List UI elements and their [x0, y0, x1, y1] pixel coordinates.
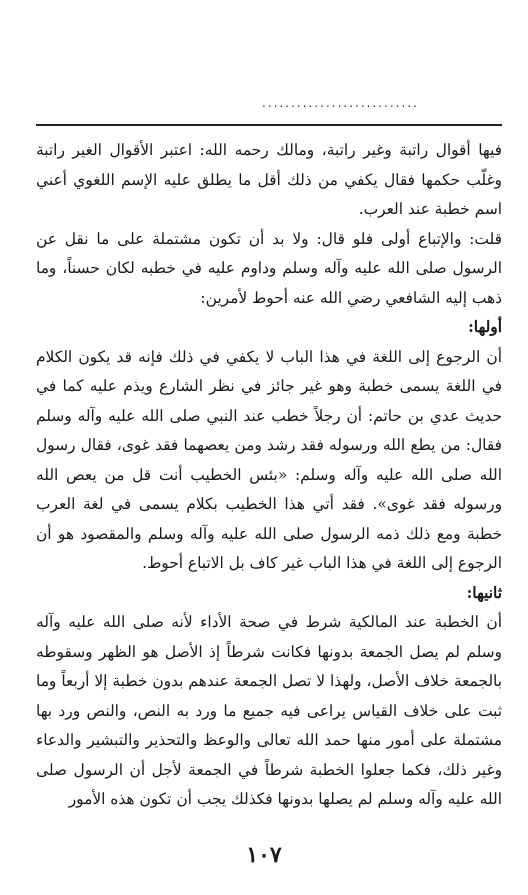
section-heading: ثانيها:	[466, 583, 502, 602]
paragraph: أن الرجوع إلى اللغة في هذا الباب لا يكفي في ذلك فإنه قد يكون الكلام في اللغة يسمى خطبة وهو غير جائز في نظر الشارع ويذم عليه كما في حديث عدي بن حاتم: أن رجلاً خطب عند النبي صلى الله عليه وآله وسلم فقال: من يطع الله ورسوله فقد رشد ومن يعصهما فقد غوى، فقال رسول الله صلى الله عليه وآله وسلم: «بئس الخطيب أنت قل من يعص الله ورسوله فقد غوى». فقد أتي هذا الخطيب بكلام يسمى في لغة العرب خطبة ومع ذلك ذمه الرسول صلى الله عليه وآله وسلم والمقصود هو أن الرجوع إلى اللغة في هذا الباب غير كاف بل الاتباع أحوط.	[36, 347, 502, 572]
page-body	[36, 136, 502, 815]
paragraph: قلت: والإتباع أولى فلو قال: ولا بد أن تكون مشتملة على ما نقل عن الرسول صلى الله عليه وآله وسلم وداوم عليه في خطبه لكان حسناً، وما ذهب إليه الشافعي رضي الله عنه أحوط لأمرين:	[36, 229, 502, 307]
paragraph: أن الخطبة عند المالكية شرط في صحة الأداء لأنه صلى الله عليه وآله وسلم لم يصل الجمعة بدونها فكانت شرطاً إذ الأصل هو الظهر وسقوطه بالجمعة خلاف الأصل، ولهذا لا تصل الجمعة عندهم بدون خطبة إلا أربعاً وما ثبت على خلاف القياس يراعى فيه جميع ما ورد به النص، والنص ورد بها مشتملة على أمور منها حمد الله تعالى والوعظ والتحذير والتبشير والدعاء وغير ذلك، فكما جعلوا الخطبة شرطاً في الجمعة لأجل أن الرسول صلى الله عليه وآله وسلم لم يصلها بدونها فكذلك يجب أن تكون هذه الأمور	[36, 613, 502, 808]
page-number: ١٠٧	[246, 842, 282, 868]
section-heading: أولها:	[468, 318, 502, 336]
header-rule	[36, 124, 502, 126]
header-dots: ...........................	[262, 96, 419, 110]
paragraph: فيها أقوال راتبة وغير راتبة، ومالك رحمه الله: اعتبر الأقوال الغير راتبة وغلّب حكمها فقال يكفي من ذلك أقل ما يطلق عليه الإسم اللغوي أعني اسم خطبة عند العرب.	[36, 141, 502, 218]
